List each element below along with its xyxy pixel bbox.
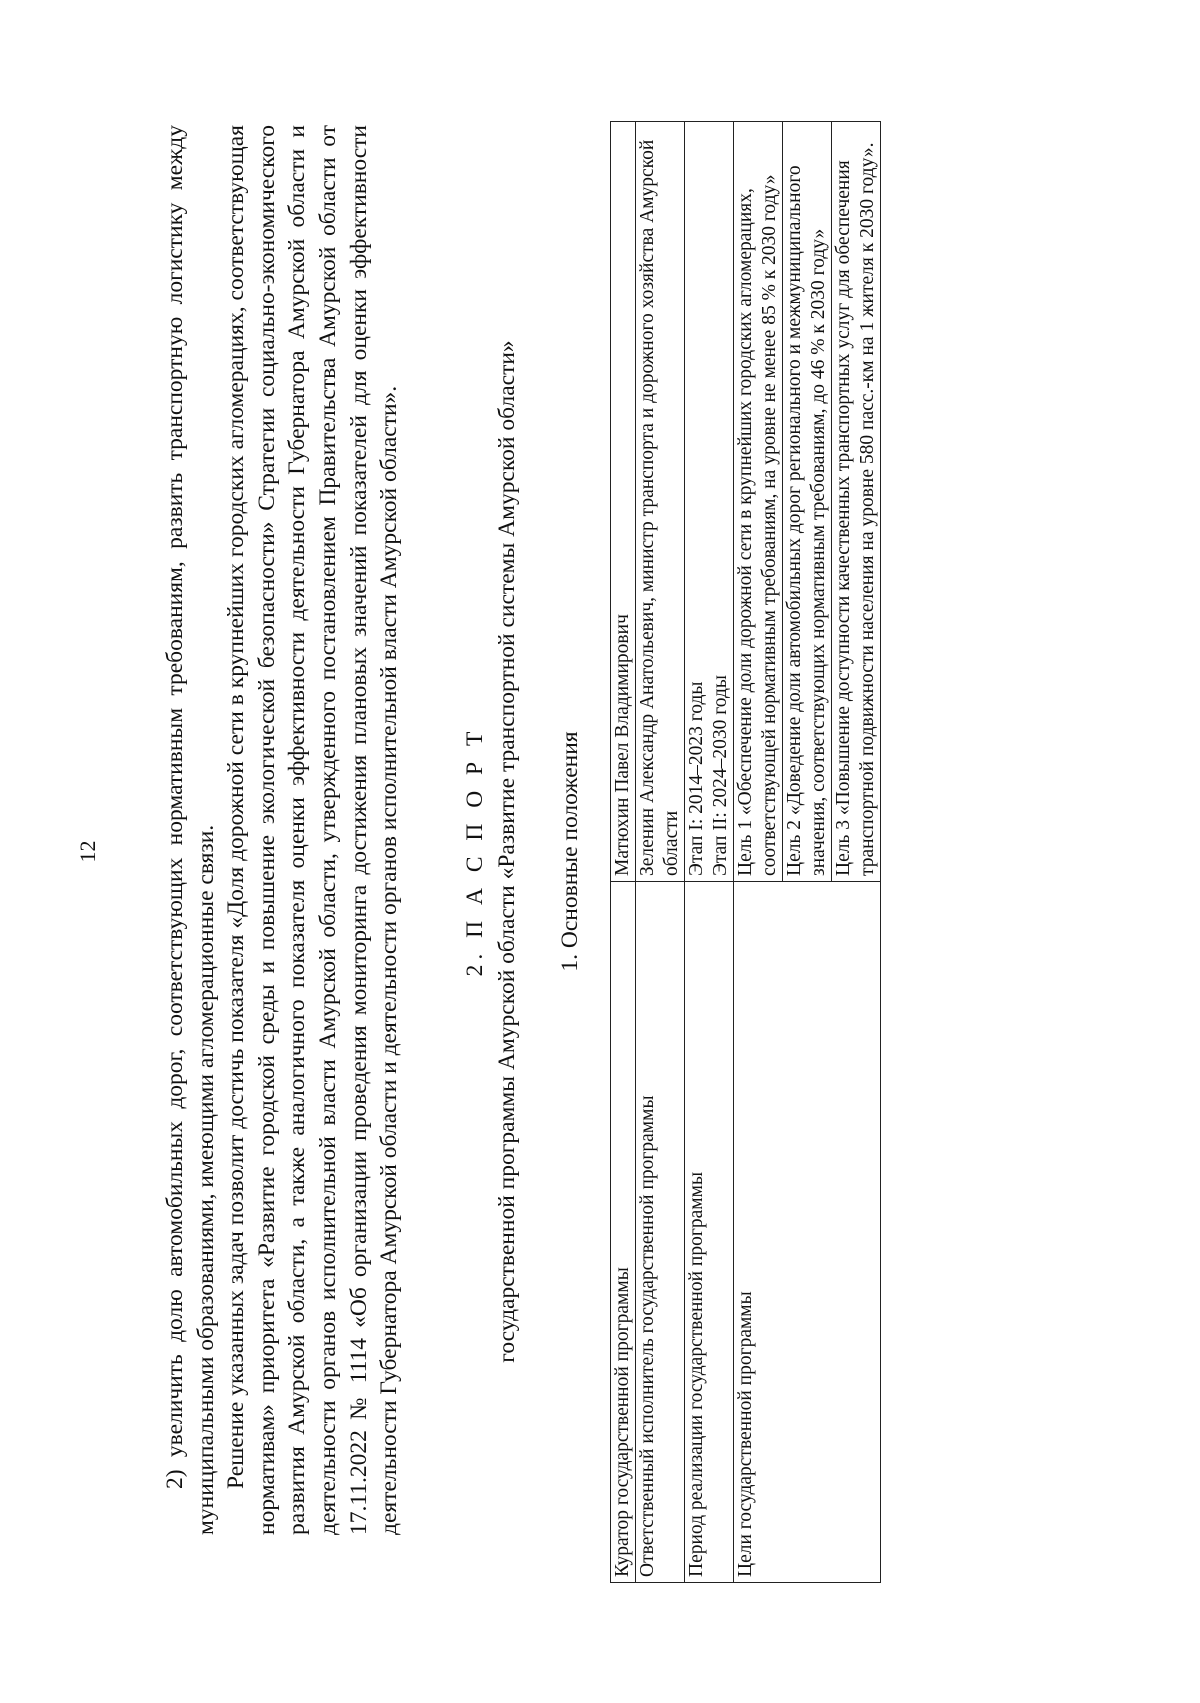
row-value-curator: Матюхин Павел Владимирович bbox=[611, 122, 636, 882]
passport-subtitle: государственной программы Амурской области «Развитие транспортной системы Амурской области» bbox=[494, 340, 520, 1363]
table-row bbox=[734, 122, 783, 1583]
period-stage-2: Этап II: 2024–2030 годы bbox=[710, 675, 731, 876]
table-row bbox=[611, 122, 636, 1583]
row-label-curator: Куратор государственной программы bbox=[611, 882, 636, 1583]
paragraph-tasks: 2) увеличить долю автомобильных дорог, соответствующих нормативным требованиям, развить транспортную логистику между муниципальными образованиями, имеющими агломерационные связи. bbox=[162, 125, 219, 1535]
paragraph-decision: Решение указанных задач позволит достичь показателя «Доля дорожной сети в крупнейших городских агломерациях, соответствующая нормативам» приоритета «Развитие городской среды и повышение экологической безопасности» Стратегии социально-экономического развития Амурской области, а также аналогичного показателя оценки эффективности деятельности Губернатора Амурской области и деятельности органов исполнительной власти Амурской области, утвержденного постановлением Правительства Амурской области от 17.11.2022 № 1114 «Об организации проведения мониторинга достижения плановых значений показателей для оценки эффективности деятельности Губернатора Амурской области и деятельности органов исполнительной власти Амурской области». bbox=[223, 125, 403, 1535]
passport-table bbox=[610, 121, 881, 1583]
goal-2: Цель 2 «Доведение доли автомобильных дорог регионального и межмуниципального значения, соответствующих нормативным требованиям, до 46 % к 2030 году» bbox=[783, 122, 832, 882]
row-label-period: Период реализации государственной программы bbox=[685, 882, 734, 1583]
goal-1: Цель 1 «Обеспечение доли дорожной сети в крупнейших городских агломерациях, соответствующей нормативным требованиям, на уровне не менее 85 % к 2030 году» bbox=[734, 122, 783, 882]
goal-3: Цель 3 «Повышение доступности качественных транспортных услуг для обеспечения транспортной подвижности населения на уровне 580 пасс.-км на 1 жителя к 2030 году». bbox=[832, 122, 881, 882]
section-title: 1. Основные положения bbox=[557, 731, 583, 972]
period-stage-1: Этап I: 2014–2023 годы bbox=[686, 681, 707, 876]
page-number: 12 bbox=[75, 840, 100, 863]
passport-heading: 2. П А С П О Р Т bbox=[462, 726, 488, 977]
row-label-goals: Цели государственной программы bbox=[734, 882, 881, 1583]
table-row bbox=[685, 122, 734, 1583]
row-label-executor: Ответственный исполнитель государственной программы bbox=[636, 882, 685, 1583]
table-row bbox=[636, 122, 685, 1583]
row-value-period bbox=[685, 122, 734, 882]
row-value-executor: Зеленин Александр Анатольевич, министр транспорта и дорожного хозяйства Амурской области bbox=[636, 122, 685, 882]
body-text bbox=[160, 125, 405, 1535]
